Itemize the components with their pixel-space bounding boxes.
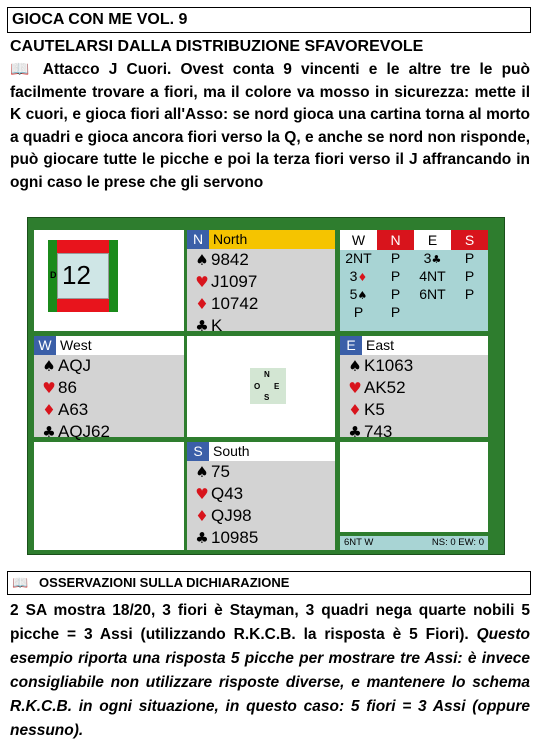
section-subtitle: CAUTELARSI DALLA DISTRIBUZIONE SFAVOREVOLE [10,38,424,55]
compass-west: O [254,382,261,391]
bid-cell: P [390,304,401,320]
hand-name: North [213,231,248,247]
heart-icon: ♥ [195,485,209,503]
bid-cell [451,304,488,321]
north-spades: ♠ 9842 [187,249,335,271]
diamond-icon: ♦ [195,295,209,313]
direction-badge: N [187,230,209,249]
bottom-right-cell [340,442,488,532]
lead-paragraph [10,58,530,194]
bid-cell: P [464,250,475,266]
bid-cell: 5♠ [349,286,368,302]
direction-badge: W [34,336,56,355]
lead-text: Attacco J Cuori. Ovest conta 9 vincenti e le altre tre le può facilmente trovare a fiori, ma il colore va mosso in sicurezza: mette il K cuori, e gioca fiori all'Asso: se nord gioca una cartina torna al morto a quadri e gioca ancora fiori verso la Q, e anche se nord non risponde, può giocare tutte le picche e poi la terza fiori verso il J affrancando in ogni caso le prese che gli servono [10,61,530,191]
club-icon: ♣ [195,317,209,335]
board-number: 12 [62,260,91,290]
observations-title: 📖 OSSERVAZIONI SULLA DICHIARAZIONE [7,571,531,595]
north-hearts: ♥ J1097 [187,271,335,293]
bid-cell: 6NT [419,286,446,302]
observations-italic: Questo esempio riporta una risposta 5 picche per mostrare tre Assi: è invece consigliabile non utilizzare risposte diverse, e mantenere lo schema R.K.C.B. in ogni situazione, in questo caso: 5 fiori = 3 Assi (oppure nessuno). [10,626,530,739]
direction-badge: E [340,336,362,355]
east-diamonds: ♦ K5 [340,399,488,421]
south-clubs: ♣ 10985 [187,527,335,549]
bid-cell: P [353,304,364,320]
bid-cell: P [464,268,475,284]
bottom-left-cell [34,442,184,550]
east-spades: ♠ K1063 [340,355,488,377]
west-hand [34,336,184,441]
west-spades: ♠ AQJ [34,355,184,377]
hand-name: South [213,443,250,459]
book-icon: 📖 [10,60,35,78]
board-number-cell [34,230,184,331]
bid-col-east: E [427,232,438,248]
heart-icon: ♥ [348,379,362,397]
south-header [187,442,335,461]
north-header [187,230,335,249]
east-clubs: ♣ 743 [340,421,488,443]
hand-name: East [366,337,395,353]
club-icon: ♣ [195,529,209,547]
south-diamonds: ♦ QJ98 [187,505,335,527]
diamond-icon: ♦ [195,507,209,525]
bid-cell: 3♦ [349,268,368,284]
bid-col-north: N [377,230,414,250]
bridge-table [27,217,505,555]
bid-cell: 4NT [419,268,446,284]
south-spades: ♠ 75 [187,461,335,483]
heart-icon: ♥ [195,273,209,291]
club-icon: ♣ [42,423,56,441]
east-hearts: ♥ AK52 [340,377,488,399]
bid-cell: 2NT [345,250,372,266]
vulnerable-bar-bottom [57,299,109,312]
bid-cell: P [390,286,401,302]
bid-cell [414,304,451,321]
vulnerable-bar-top [57,240,109,253]
west-header [34,336,184,355]
bidding-box [340,230,488,331]
direction-badge: S [187,442,209,461]
observations-paragraph [10,599,530,743]
diamond-icon: ♦ [348,401,362,419]
bid-col-west: W [351,232,366,248]
compass-east: E [274,382,280,391]
spade-icon: ♠ [195,251,209,269]
compass-south: S [264,393,270,402]
contract-label: 6NT W [344,537,374,548]
north-diamonds: ♦ 10742 [187,293,335,315]
west-diamonds: ♦ A63 [34,399,184,421]
spade-icon: ♠ [195,463,209,481]
heart-icon: ♥ [42,379,56,397]
page-title: GIOCA CON ME VOL. 9 [7,7,531,33]
observations-plain: 2 SA mostra 18/20, 3 fiori è Stayman, 3 quadri nega quarte nobili 5 picche = 3 Assi (utilizzando R.K.C.B. la risposta è 5 Fiori). [10,602,530,643]
score-label: NS: 0 EW: 0 [431,537,484,548]
north-clubs: ♣ K [187,315,335,337]
west-hearts: ♥ 86 [34,377,184,399]
compass-north: N [264,370,270,379]
bidding-header [340,230,488,250]
east-header [340,336,488,355]
compass-icon [250,368,286,404]
south-hearts: ♥ Q43 [187,483,335,505]
board-number-badge [48,240,118,312]
book-icon: 📖 [12,576,29,591]
diamond-icon: ♦ [42,401,56,419]
bid-col-south: S [451,230,488,250]
contract-bar [340,536,488,550]
south-hand [187,442,335,550]
bid-cell: 3♣ [423,250,442,266]
bid-cell: P [390,250,401,266]
bid-cell: P [390,268,401,284]
bidding-grid [340,250,488,321]
bid-cell: P [464,286,475,302]
club-icon: ♣ [348,423,362,441]
spade-icon: ♠ [348,357,362,375]
east-hand [340,336,488,441]
west-clubs: ♣ AQJ62 [34,421,184,443]
hand-name: West [60,337,92,353]
spade-icon: ♠ [42,357,56,375]
north-hand [187,230,335,335]
dealer-label: D [50,270,57,280]
